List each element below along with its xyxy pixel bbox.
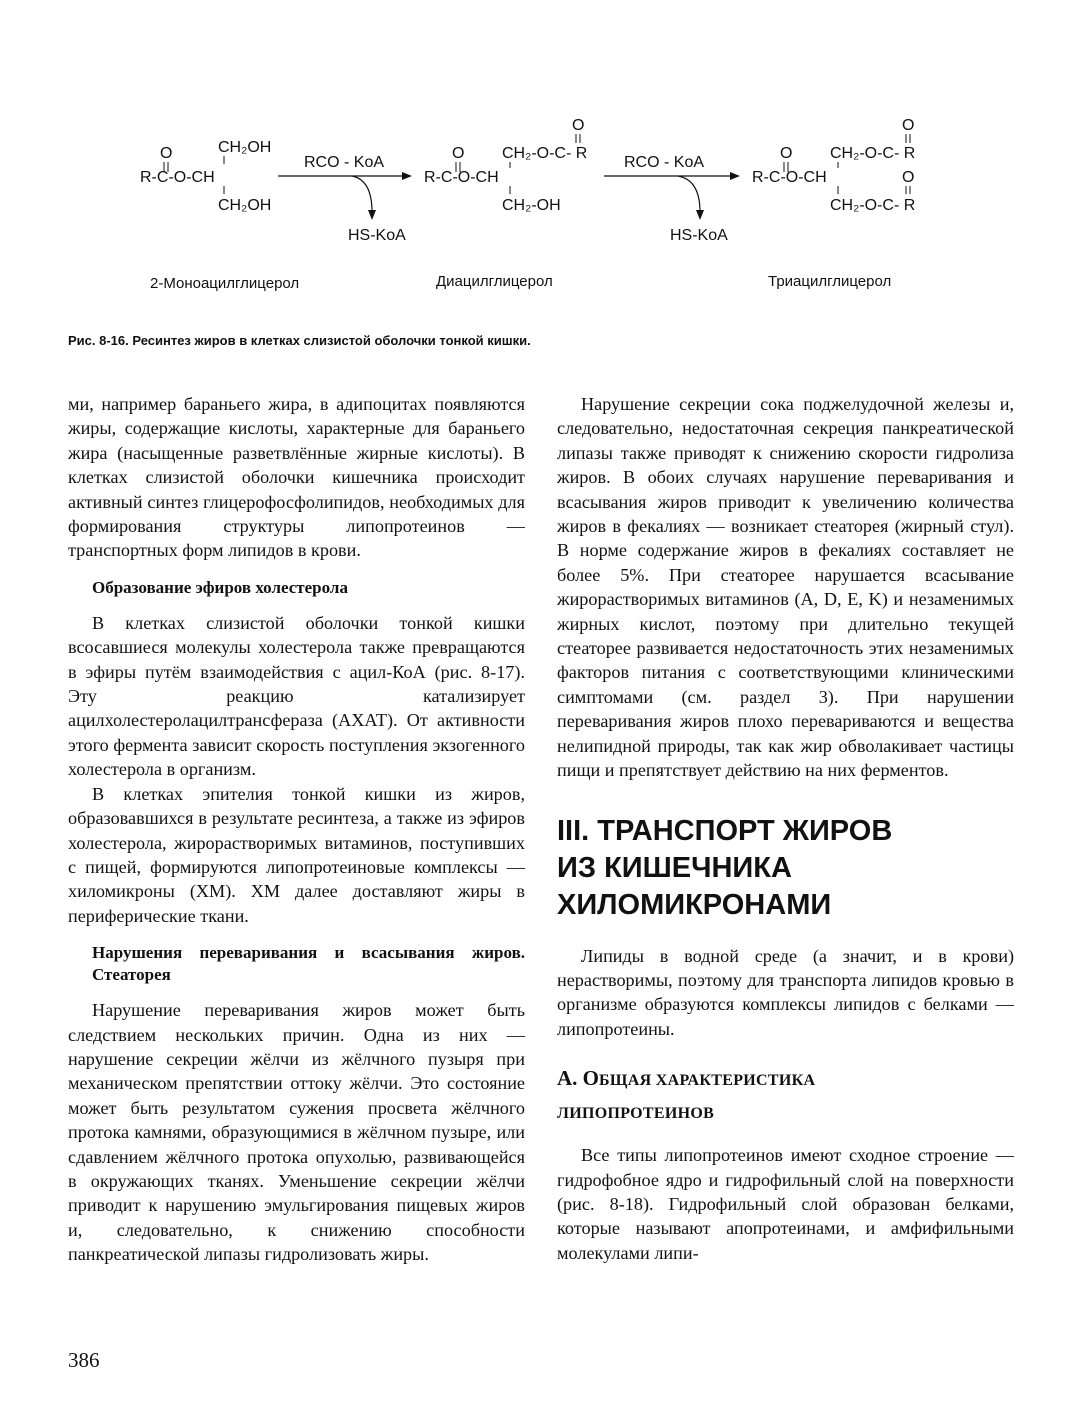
subheading-cholesterol-esters: Образование эфиров холестерола: [92, 577, 348, 597]
reaction2-byproduct: HS-KoA: [670, 227, 728, 244]
structure-diacylglycerol: [424, 117, 587, 290]
subsection-title-rest: БЩАЯ ХАРАКТЕРИСТИКА: [599, 1072, 816, 1090]
paragraph: В клетках эпителия тонкой кишки из жиров, образовавшихся в результате ресинтеза, а также из эфиров холестерола, жирорастворимых витаминов, поступивших с пищей, формируются липопротеиновые комплексы — хиломикроны (ХМ). ХМ далее доставляют жиры в периферические ткани.: [68, 783, 525, 926]
structure-monoacylglycerol: [140, 139, 299, 292]
reaction1-reagent: RCO - KoA: [304, 154, 385, 171]
struct3-acyl-o-top: O: [902, 117, 915, 134]
section-title-line: ХИЛОМИКРОНАМИ: [557, 888, 832, 921]
subsection-title-line2: ЛИПОПРОТЕИНОВ: [557, 1105, 715, 1123]
page-number: 386: [68, 1348, 100, 1372]
paragraph: Нарушение переваривания жиров может быть следствием нескольких причин. Одна из них — нарушение секреции жёлчи из жёлчного пузыря при механическом препятствии оттоку жёлчи. Это состояние может быть результатом сужения просвета жёлчного протока камнями, образующимися в жёлчном пузыре, или сдавлением жёлчного протока опухолью, развивающейся в окружающих тканях. Уменьшение секреции жёлчи приводит к нарушению эмульгирования пищевых жиров и, следовательно, к снижению способности панкреатической липазы гидролизовать жиры.: [68, 1000, 525, 1265]
subsection-title: [557, 1063, 1014, 1129]
section-title-line: ИЗ КИШЕЧНИКА: [557, 851, 792, 884]
struct1-ch2oh-bottom: CH₂OH: [218, 197, 272, 214]
struct3-label: Триацилглицерол: [768, 273, 892, 290]
reaction2-reagent: RCO - KoA: [624, 154, 705, 171]
struct3-main-chain: R-C-O-CH: [752, 169, 827, 186]
structure-triacylglycerol: [752, 117, 915, 290]
struct2-ch2oh-bottom: CH₂-OH: [502, 197, 561, 214]
resynthesis-scheme: [120, 100, 980, 300]
struct3-acyl-o-bottom: O: [902, 169, 915, 186]
paragraph: Все типы липопротеинов имеют сходное строение — гидрофобное ядро и гидрофильный слой на поверхности (рис. 8-18). Гидрофильный слой образован белками, которые называют апопротеинами, и амфифильными молекулами липи-: [557, 1145, 1014, 1263]
paragraph: В клетках слизистой оболочки тонкой кишки всосавшиеся молекулы холестерола также превращаются в эфиры путём взаимодействия с ацил-КоА (рис. 8-17). Эту реакцию катализирует ацилхолестеролацилтрансфераза (АХАТ). От активности этого фермента зависит скорость поступления экзогенного холестерола в организм.: [68, 612, 525, 780]
reaction1-byproduct: HS-KoA: [348, 227, 406, 244]
struct2-main-chain: R-C-O-CH: [424, 169, 499, 186]
reaction-arrow-2: [604, 154, 740, 244]
section-title: [557, 813, 1014, 924]
reaction-arrow-1: [278, 154, 412, 244]
struct2-carbonyl-o: O: [452, 145, 465, 162]
struct3-carbonyl-o: O: [780, 145, 793, 162]
struct2-ch2-ester: CH₂-O-C- R: [502, 145, 588, 162]
struct2-label: Диацилглицерол: [436, 273, 553, 290]
struct3-ch2-ester-top: CH₂-O-C- R: [830, 145, 916, 162]
subsection-letter: А. О: [557, 1066, 599, 1091]
struct1-main-chain: R-C-O-CH: [140, 169, 215, 186]
subheading-steatorrhea: Нарушения переваривания и всасывания жиров. Стеаторея: [92, 943, 525, 985]
struct1-carbonyl-o: O: [160, 145, 173, 162]
figure-caption: Рис. 8-16. Ресинтез жиров в клетках слизистой оболочки тонкой кишки.: [68, 333, 531, 348]
scheme-svg: [120, 100, 980, 300]
paragraph: Липиды в водной среде (а значит, и в крови) нерастворимы, поэтому для транспорта липидов кровью в организме образуются комплексы липидов с белками — липопротеины.: [557, 945, 1014, 1039]
struct1-label: 2-Моноацилглицерол: [150, 275, 300, 292]
struct1-ch2oh-top: CH₂OH: [218, 139, 272, 156]
section-title-line: III. ТРАНСПОРТ ЖИРОВ: [557, 814, 893, 847]
struct3-ch2-ester-bottom: CH₂-O-C- R: [830, 197, 916, 214]
paragraph: ми, например бараньего жира, в адипоцитах появляются жиры, содержащие кислоты, характерные для бараньего жира (насыщенные разветвлённые жирные кислоты). В клетках слизистой оболочки кишечника происходит активный синтез глицерофосфолипидов, необходимых для формирования структуры липопротеинов — транспортных форм липидов в крови.: [68, 394, 525, 561]
struct2-acyl-o: O: [572, 117, 585, 134]
left-column: [68, 392, 525, 1267]
paragraph: Нарушение секреции сока поджелудочной железы и, следовательно, недостаточная секреция панкреатической липазы также приводят к снижению скорости гидролиза жиров. В обоих случаях нарушение переваривания и всасывания жиров приводит к увеличению количества жиров в фекалиях — возникает стеаторея (жирный стул). В норме содержание жиров в фекалиях составляет не более 5%. При стеаторее нарушается всасывание жирорастворимых витаминов (A, D, E, K) и незаменимых жирных кислот, поэтому при длительно текущей стеаторее развивается недостаточность этих незаменимых факторов питания с соответствующими клиническими симптомами (см. раздел 3). При нарушении переваривания жиров плохо перевариваются и вещества нелипидной природы, так как жир обволакивает частицы пищи и препятствует действию на них ферментов.: [557, 394, 1014, 781]
right-column: [557, 392, 1014, 1265]
